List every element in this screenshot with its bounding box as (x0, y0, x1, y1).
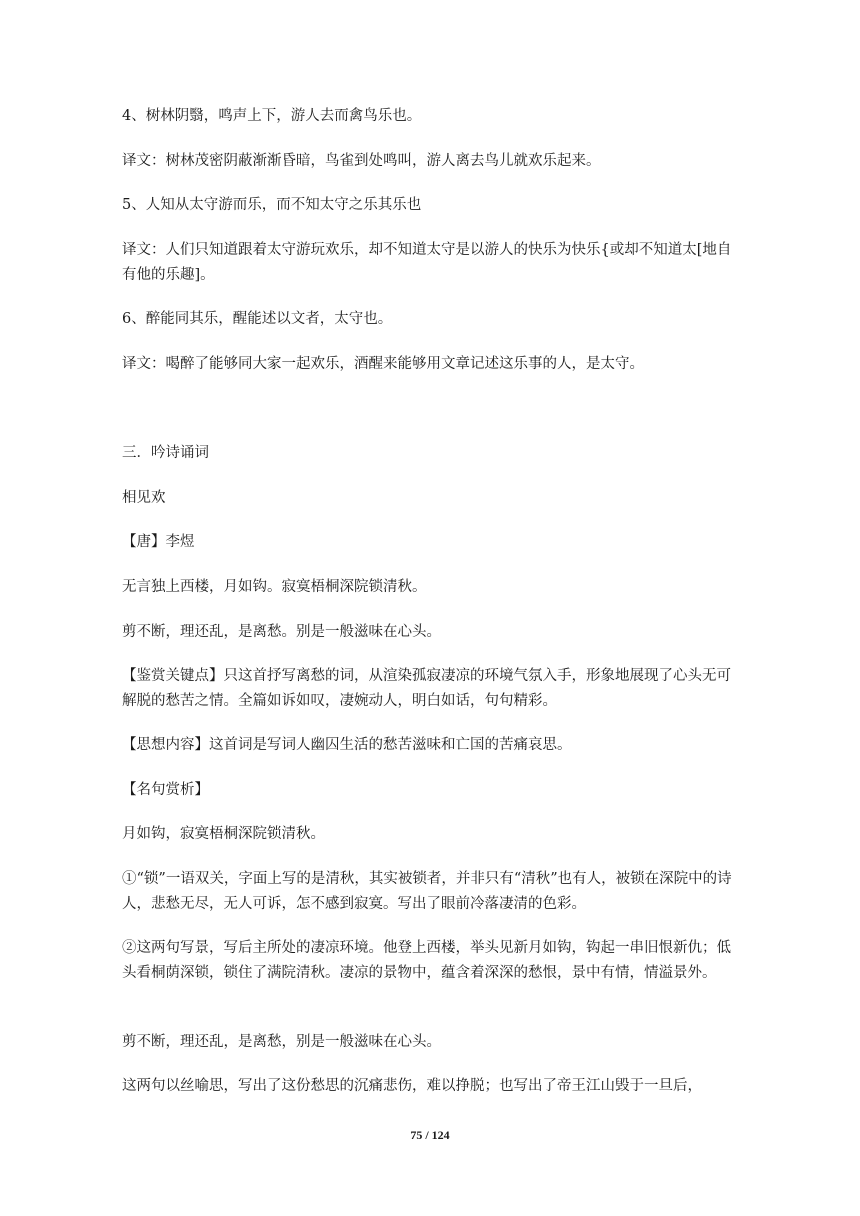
analysis-point-1: ①“锁”一语双关，字面上写的是清秋，其实被锁者，并非只有“清秋”也有人，被锁在深院中的诗人，悲愁无尽，无人可诉，怎不感到寂寞。写出了眼前冷落凄清的色彩。 (122, 871, 732, 912)
paragraph-translation-4: 译文：树林茂密阴蔽渐渐昏暗，鸟雀到处鸣叫，游人离去鸟儿就欢乐起来。 (122, 153, 601, 169)
section-heading: 三．吟诗诵词 (122, 445, 209, 461)
famous-lines-heading: 【名句赏析】 (122, 782, 209, 798)
paragraph-item-5: 5、人知从太守游而乐，而不知太守之乐其乐也 (122, 197, 422, 213)
page-number: 75 / 124 (410, 1128, 450, 1142)
poem-line-2: 剪不断，理还乱，是离愁。别是一般滋味在心头。 (122, 624, 441, 640)
analysis-point-3: 这两句以丝喻思，写出了这份愁思的沉痛悲伤，难以挣脱；也写出了帝王江山毁于一旦后， (122, 1078, 702, 1094)
paragraph-item-6: 6、醉能同其乐，醒能述以文者，太守也。 (122, 311, 393, 327)
famous-line-1: 月如钩，寂寞梧桐深院锁清秋。 (122, 826, 325, 842)
paragraph-item-4: 4、树林阴翳，鸣声上下，游人去而禽鸟乐也。 (122, 108, 422, 124)
paragraph-translation-6: 译文：喝醉了能够同大家一起欢乐，酒醒来能够用文章记述这乐事的人，是太守。 (122, 356, 644, 372)
paragraph-translation-5: 译文：人们只知道跟着太守游玩欢乐，却不知道太守是以游人的快乐为快乐{或却不知道太[地自有他的乐趣]。 (122, 242, 732, 283)
appreciation-key-points: 【鉴赏关键点】只这首抒写离愁的词，从渲染孤寂凄凉的环境气氛入手，形象地展现了心头无可解脱的愁苦之情。全篇如诉如叹，凄婉动人，明白如话，句句精彩。 (122, 668, 731, 709)
poem-line-1: 无言独上西楼，月如钩。寂寞梧桐深院锁清秋。 (122, 579, 427, 595)
analysis-point-2: ②这两句写景，写后主所处的凄凉环境。他登上西楼，举头见新月如钩，钩起一串旧恨新仇；低头看桐荫深锁，锁住了满院清秋。凄凉的景物中，蕴含着深深的愁恨，景中有情，情溢景外。 (122, 940, 731, 981)
poem-author: 【唐】李煜 (122, 534, 195, 550)
poem-title: 相见欢 (122, 490, 166, 506)
thought-content: 【思想内容】这首词是写词人幽囚生活的愁苦滋味和亡国的苦痛哀思。 (122, 737, 572, 753)
famous-line-2: 剪不断，理还乱，是离愁，别是一般滋味在心头。 (122, 1034, 441, 1050)
